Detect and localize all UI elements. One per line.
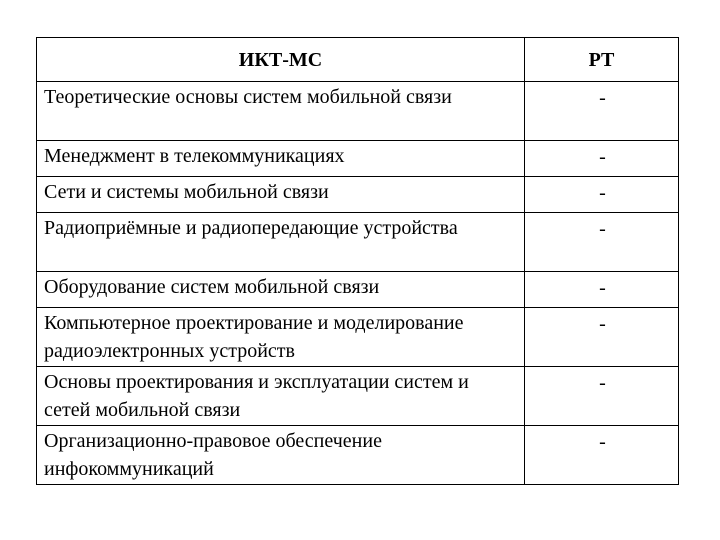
rt-value: - [599, 146, 606, 168]
table-row [37, 426, 679, 485]
rt-value: - [599, 313, 606, 335]
course-name-cell: Сети и системы мобильной связи [37, 177, 525, 213]
course-name-cell: Организационно-правовое обеспечение инфокоммуникаций [37, 426, 525, 485]
rt-value-cell [525, 367, 679, 426]
rt-value-cell [525, 426, 679, 485]
rt-value-cell [525, 308, 679, 367]
course-name-cell: Теоретические основы систем мобильной связи [37, 82, 525, 141]
table-row [37, 213, 679, 272]
table-row [37, 308, 679, 367]
table-row [37, 272, 679, 308]
column-header-ikt-ms: ИКТ-МС [37, 38, 525, 82]
rt-value: - [599, 182, 606, 204]
table-header-row [37, 38, 679, 82]
course-name-cell: Радиоприёмные и радиопередающие устройства [37, 213, 525, 272]
column-header-rt: РТ [525, 38, 679, 82]
course-name-cell: Компьютерное проектирование и моделирование радиоэлектронных устройств [37, 308, 525, 367]
table-row [37, 82, 679, 141]
table-row [37, 177, 679, 213]
table-row [37, 141, 679, 177]
table-row [37, 367, 679, 426]
rt-value: - [599, 218, 606, 240]
rt-value-cell [525, 272, 679, 308]
rt-value-cell [525, 82, 679, 141]
rt-value: - [599, 431, 606, 453]
rt-value-cell [525, 141, 679, 177]
rt-value-cell [525, 177, 679, 213]
rt-value: - [599, 87, 606, 109]
rt-value-cell [525, 213, 679, 272]
course-name-cell: Менеджмент в телекоммуникациях [37, 141, 525, 177]
course-name-cell: Оборудование систем мобильной связи [37, 272, 525, 308]
course-name-cell: Основы проектирования и эксплуатации систем и сетей мобильной связи [37, 367, 525, 426]
curriculum-table [36, 37, 679, 485]
rt-value: - [599, 277, 606, 299]
rt-value: - [599, 372, 606, 394]
